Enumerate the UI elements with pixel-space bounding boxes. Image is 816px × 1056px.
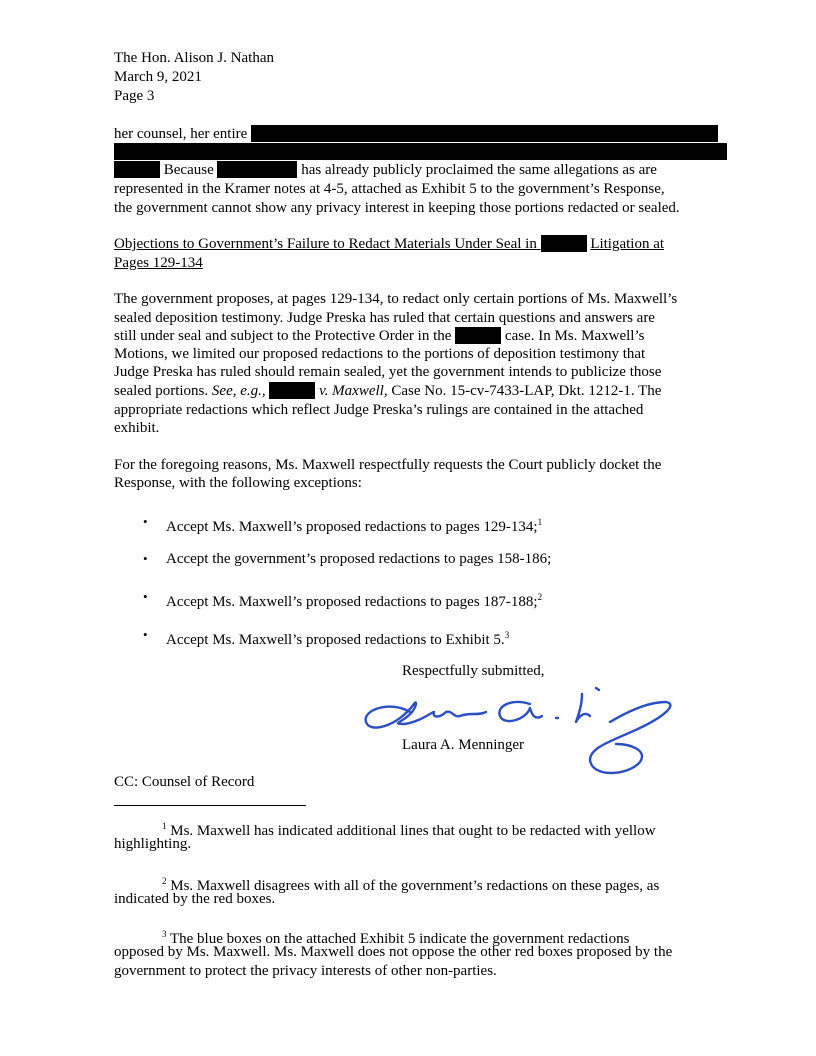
footnote-3-line2: opposed by Ms. Maxwell. Ms. Maxwell does not oppose the other red boxes proposed by the (114, 944, 673, 960)
recipient-name: The Hon. Alison J. Nathan (114, 50, 274, 66)
para2-line4: Motions, we limited our proposed redactions to the portions of deposition testimony that (114, 346, 646, 362)
cc-line: CC: Counsel of Record (114, 774, 255, 790)
redaction-box (251, 125, 718, 142)
signature-name: Laura A. Menninger (402, 737, 525, 753)
para2-line6-rest: Case No. 15-cv-7433-LAP, Dkt. 1212-1. The (391, 383, 662, 399)
para1-line4: represented in the Kramer notes at 4-5, attached as Exhibit 5 to the government’s Response, (114, 181, 665, 197)
footnote-number: 2 (162, 876, 167, 886)
letter-date: March 9, 2021 (114, 69, 202, 85)
para2-line6 (114, 382, 661, 400)
bullet-glyph: • (143, 551, 148, 566)
page-number: Page 3 (114, 88, 155, 104)
footnote-1-line2: highlighting. (114, 836, 192, 852)
footnote-number: 1 (162, 821, 167, 831)
footnote-1 (162, 817, 656, 840)
bullet-text: Accept Ms. Maxwell’s proposed redactions to pages 129-134; (166, 519, 538, 535)
redaction-box (114, 143, 727, 160)
para2-line3-text: still under seal and subject to the Protective Order in the (114, 328, 452, 344)
para1-because: Because (163, 162, 214, 178)
para3-line1: For the foregoing reasons, Ms. Maxwell respectfully requests the Court publicly docket the (114, 457, 662, 473)
redaction-box (269, 382, 315, 399)
citation-see: See, e.g., (211, 383, 266, 399)
bullet-glyph: • (143, 627, 148, 642)
para2-line1: The government proposes, at pages 129-134, to redact only certain portions of Ms. Maxwell’s (114, 291, 678, 307)
closing-salutation: Respectfully submitted, (402, 663, 545, 679)
bullet-text: Accept Ms. Maxwell’s proposed redactions to pages 187-188; (166, 594, 538, 610)
bullet-glyph: • (143, 514, 148, 529)
footnote-text: Ms. Maxwell disagrees with all of the government’s redactions on these pages, as (170, 878, 660, 894)
para2-line8: exhibit. (114, 420, 160, 436)
footnote-2-line2: indicated by the red boxes. (114, 891, 276, 907)
para2-line7: appropriate redactions which reflect Judge Preska’s rulings are contained in the attached (114, 402, 644, 418)
bullet-text: Accept Ms. Maxwell’s proposed redactions to Exhibit 5. (166, 632, 505, 648)
heading-text: Objections to Government’s Failure to Redact Materials Under Seal in (114, 236, 537, 252)
footnote-text: The blue boxes on the attached Exhibit 5 indicate the government redactions (169, 931, 630, 947)
bullet-item (166, 626, 509, 649)
footnote-3-line3: government to protect the privacy interests of other non-parties. (114, 963, 497, 979)
footnote-ref: 2 (537, 592, 543, 602)
heading-line2: Pages 129-134 (114, 255, 203, 271)
para1-line5: the government cannot show any privacy interest in keeping those portions redacted or sealed. (114, 200, 680, 216)
signature-image (360, 682, 680, 782)
footnote-text: Ms. Maxwell has indicated additional lines that ought to be redacted with yellow (170, 823, 656, 839)
para1-line3 (114, 161, 657, 179)
bullet-glyph: • (143, 589, 148, 604)
para3-line2: Response, with the following exceptions: (114, 475, 362, 491)
para1-line1-text: her counsel, her entire (114, 126, 248, 142)
redaction-box (217, 161, 297, 178)
footnote-separator (114, 805, 306, 806)
footnote-ref: 1 (537, 517, 543, 527)
section-heading (114, 235, 664, 253)
footnote-number: 3 (162, 929, 167, 939)
citation-case: v. Maxwell, (319, 383, 388, 399)
para1-line3-text: has already publicly proclaimed the same allegations as are (301, 162, 657, 178)
bullet-item (166, 513, 542, 536)
bullet-text: Accept the government’s proposed redactions to pages 158-186; (166, 551, 552, 567)
bullet-item (166, 588, 542, 611)
para1-line1 (114, 125, 718, 143)
heading-text-suffix: Litigation at (590, 236, 665, 252)
para2-line6-text: sealed portions. (114, 383, 209, 399)
footnote-ref: 3 (504, 630, 510, 640)
para2-line5: Judge Preska has ruled should remain sealed, yet the government intends to publicize those (114, 364, 662, 380)
bullet-item (166, 550, 551, 568)
redaction-box (455, 327, 501, 344)
para2-line3 (114, 327, 644, 345)
redaction-box (114, 161, 160, 178)
para2-line2: sealed deposition testimony. Judge Preska has ruled that certain questions and answers are (114, 310, 655, 326)
redaction-box (541, 235, 587, 252)
para2-line3-suffix: case. In Ms. Maxwell’s (504, 328, 645, 344)
